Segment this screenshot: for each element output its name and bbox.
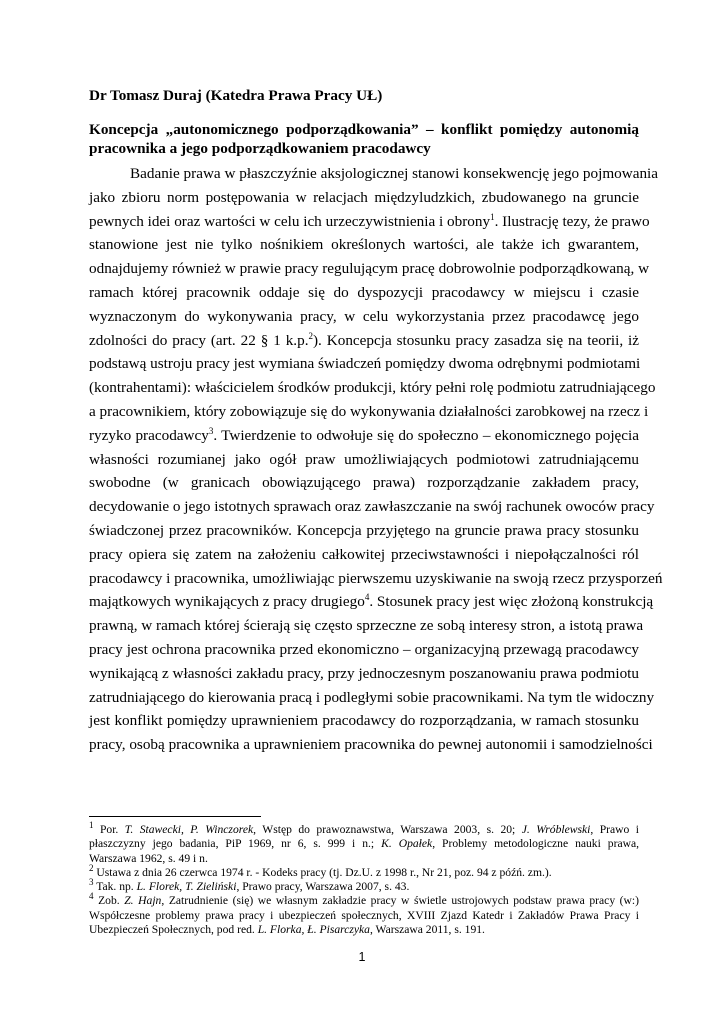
- footnote-text: , Problemy metodologiczne nauki prawa,: [432, 837, 640, 851]
- footnote-line: [89, 877, 639, 894]
- body-line: [89, 281, 639, 305]
- body-text: stanowione jest nie tylko nośnikiem określonych wartości, ale także ich gwarantem,: [89, 236, 639, 254]
- footnote-author: Z. Hajn: [124, 894, 162, 908]
- title-line: pracownika a jego podporządkowaniem pracodawcy: [89, 140, 431, 157]
- body-text: decydowanie o jego istotnych sprawach oraz zawłaszczanie na swój rachunek owoców pracy: [89, 498, 655, 516]
- body-line: [89, 543, 639, 567]
- body-line: [89, 686, 655, 710]
- footnote-number: 1: [89, 820, 94, 831]
- footnote-text: Współczesne problemy prawa pracy i ubezpieczeń społecznych, XVIII Zjazd Katedr i Zakładów Prawa Pracy i: [89, 908, 639, 922]
- footnote-author: L. Florka, Ł. Pisarczyka: [257, 923, 370, 937]
- footnote-reference[interactable]: 2: [308, 330, 313, 341]
- footnote-number: 3: [89, 877, 94, 888]
- footnote-text: Warszawa 1962, s. 49 i n.: [89, 851, 208, 865]
- body-text: świadczonej przez pracowników. Koncepcja przyjętego na gruncie prawa pracy stosunku: [89, 521, 639, 539]
- footnote-line: [89, 863, 639, 880]
- body-text: pracy opiera się zatem na założeniu całkowitej przeciwstawności i niepołączalności ról: [89, 545, 639, 563]
- body-line: [89, 638, 639, 662]
- body-line: [89, 662, 639, 686]
- body-line: [89, 519, 639, 543]
- body-line: [89, 352, 639, 376]
- body-text: podstawą ustroju pracy jest wymiana świadczeń pomiędzy dwoma odrębnymi podmiotami: [89, 355, 641, 373]
- title-line: Koncepcja „autonomicznego podporządkowania” – konflikt pomiędzy autonomią: [89, 121, 639, 138]
- footnote-separator: [89, 816, 261, 817]
- footnotes: [89, 820, 640, 937]
- body-text: wyznaczonym do wykonywania pracy, w celu wykorzystania przez pracodawcę jego: [89, 307, 639, 325]
- body-text: . Twierdzenie to odwołuje się do społeczno – ekonomicznego pojęcia: [213, 426, 639, 444]
- body-text: (kontrahentami): właścicielem środków produkcji, który pełni rolę podmiotu zatrudniającego: [89, 379, 656, 397]
- body-text: jest konflikt pomiędzy uprawnieniem pracodawcy do rozporządzania, w ramach stosunku: [89, 712, 639, 730]
- footnote-text: , Zatrudnienie (się) we własnym zakładzie pracy w świetle ustrojowych podstaw prawa pracy (w:): [161, 894, 640, 908]
- body-text: własności rozumianej jako ogół praw umożliwiających podmiotowi zatrudniającemu: [89, 450, 639, 468]
- footnote-text: , Wstęp do prawoznawstwa, Warszawa 2003, s. 20;: [253, 823, 522, 836]
- footnote-reference[interactable]: 1: [490, 211, 495, 222]
- body-text: Badanie prawa w płaszczyźnie aksjologicznej stanowi konsekwencję jego pojmowania: [130, 165, 659, 182]
- footnote-text: Ubezpieczeń Społecznych, pod red.: [89, 923, 258, 937]
- body-line: [89, 233, 639, 257]
- body-line: [89, 424, 639, 448]
- footnote-text: Por.: [93, 823, 125, 836]
- footnote-number: 4: [89, 891, 94, 902]
- body-text: . Stosunek pracy jest więc złożoną konstrukcją: [369, 593, 654, 611]
- document-title: [89, 120, 639, 158]
- footnote-author: K. Opałek: [381, 837, 433, 851]
- body-line: [89, 329, 639, 353]
- body-line: [89, 376, 656, 400]
- footnote-author: L. Florek, T. Zieliński: [136, 880, 237, 894]
- body-text: pracy, osobą pracownika a uprawnieniem pracownika do pewnej autonomii i samodzielności: [89, 736, 653, 754]
- body-line: [89, 733, 653, 757]
- footnote-author: J. Wróblewski: [521, 823, 591, 836]
- body-text: a pracownikiem, który zobowiązuje się do wykonywania działalności zarobkowej na rzecz i: [89, 402, 649, 420]
- footnote-text: Ustawa z dnia 26 czerwca 1974 r. - Kodeks pracy (tj. Dz.U. z 1998 r., Nr 21, poz. 94 z późń. zm.).: [93, 865, 552, 879]
- author-line: Dr Tomasz Duraj (Katedra Prawa Pracy UŁ): [89, 87, 383, 104]
- body-text: zdolności do pracy (art. 22 § 1 k.p.: [89, 331, 309, 349]
- page-number: 1: [358, 950, 366, 964]
- body-text: . Ilustrację tezy, że prawo: [494, 212, 650, 230]
- body-text: pracodawcy i pracownika, umożliwiając pierwszemu uzyskiwanie na swoją rzecz przysporzeń: [89, 569, 663, 587]
- body-text: zatrudniającego do kierowania pracą i podległymi sobie pracownikami. Na tym tle widoczny: [89, 688, 655, 706]
- footnote-text: płaszczyzny jego badania, PiP 1969, nr 6, s. 999 i n.;: [89, 837, 382, 851]
- footnote-author: T. Stawecki, P. Winczorek: [124, 823, 254, 836]
- body-line: [89, 186, 639, 210]
- body-paragraph: [89, 162, 663, 757]
- footnote-reference[interactable]: 4: [364, 592, 370, 603]
- body-line: [89, 614, 644, 638]
- body-text: pracy jest ochrona pracownika przed ekonomiczno – organizacyjną przewagą pracodawcy: [89, 640, 639, 658]
- body-text: odnajdujemy również w prawie pracy regulującym pracę dobrowolnie podporządkowaną, w: [89, 260, 650, 278]
- footnote-line: [89, 923, 639, 937]
- body-line: [89, 162, 659, 186]
- body-text: pewnych idei oraz wartości w celu ich urzeczywistnienia i obrony: [89, 212, 491, 230]
- body-text: jako zbioru norm postępowania w relacjach międzyludzkich, zbudowanego na gruncie: [89, 188, 639, 206]
- body-line: [89, 567, 663, 591]
- body-line: [89, 590, 654, 614]
- body-text: majątkowych wynikających z pracy drugiego: [89, 593, 365, 611]
- footnote-number: 2: [89, 863, 94, 874]
- body-line: [89, 709, 639, 733]
- body-line: [89, 400, 649, 424]
- body-line: [89, 257, 650, 281]
- footnote-text: , Prawo pracy, Warszawa 2007, s. 43.: [236, 880, 410, 894]
- body-line: [89, 471, 639, 495]
- body-line: [89, 305, 639, 329]
- footnote-line: [89, 837, 639, 851]
- footnote-text: , Warszawa 2011, s. 191.: [369, 923, 485, 937]
- body-line: [89, 495, 655, 519]
- footnote-text: Zob.: [93, 894, 125, 908]
- footnote-line: [89, 820, 640, 837]
- body-text: ryzyko pracodawcy: [89, 426, 209, 444]
- body-line: [89, 210, 650, 234]
- body-text: ). Koncepcja stosunku pracy zasadza się na teorii, iż: [313, 331, 639, 349]
- body-text: prawną, w ramach której ścierają się często sprzeczne ze sobą interesy stron, a istotą prawa: [89, 617, 644, 635]
- footnote-line: [89, 891, 640, 908]
- footnote-text: Tak. np.: [93, 880, 137, 894]
- footnote-line: [89, 909, 639, 923]
- body-line: [89, 448, 639, 472]
- footnote-text: , Prawo i: [590, 823, 640, 836]
- footnote-reference[interactable]: 3: [208, 425, 214, 436]
- body-text: wynikającą z własności zakładu pracy, przy jednoczesnym poszanowaniu prawa podmiotu: [89, 664, 639, 682]
- body-text: swobodne (w granicach obowiązującego prawa) rozporządzanie zakładem pracy,: [89, 474, 639, 492]
- footnote-line: [89, 852, 639, 866]
- body-text: ramach której pracownik oddaje się do dyspozycji pracodawcy w miejscu i czasie: [89, 283, 639, 301]
